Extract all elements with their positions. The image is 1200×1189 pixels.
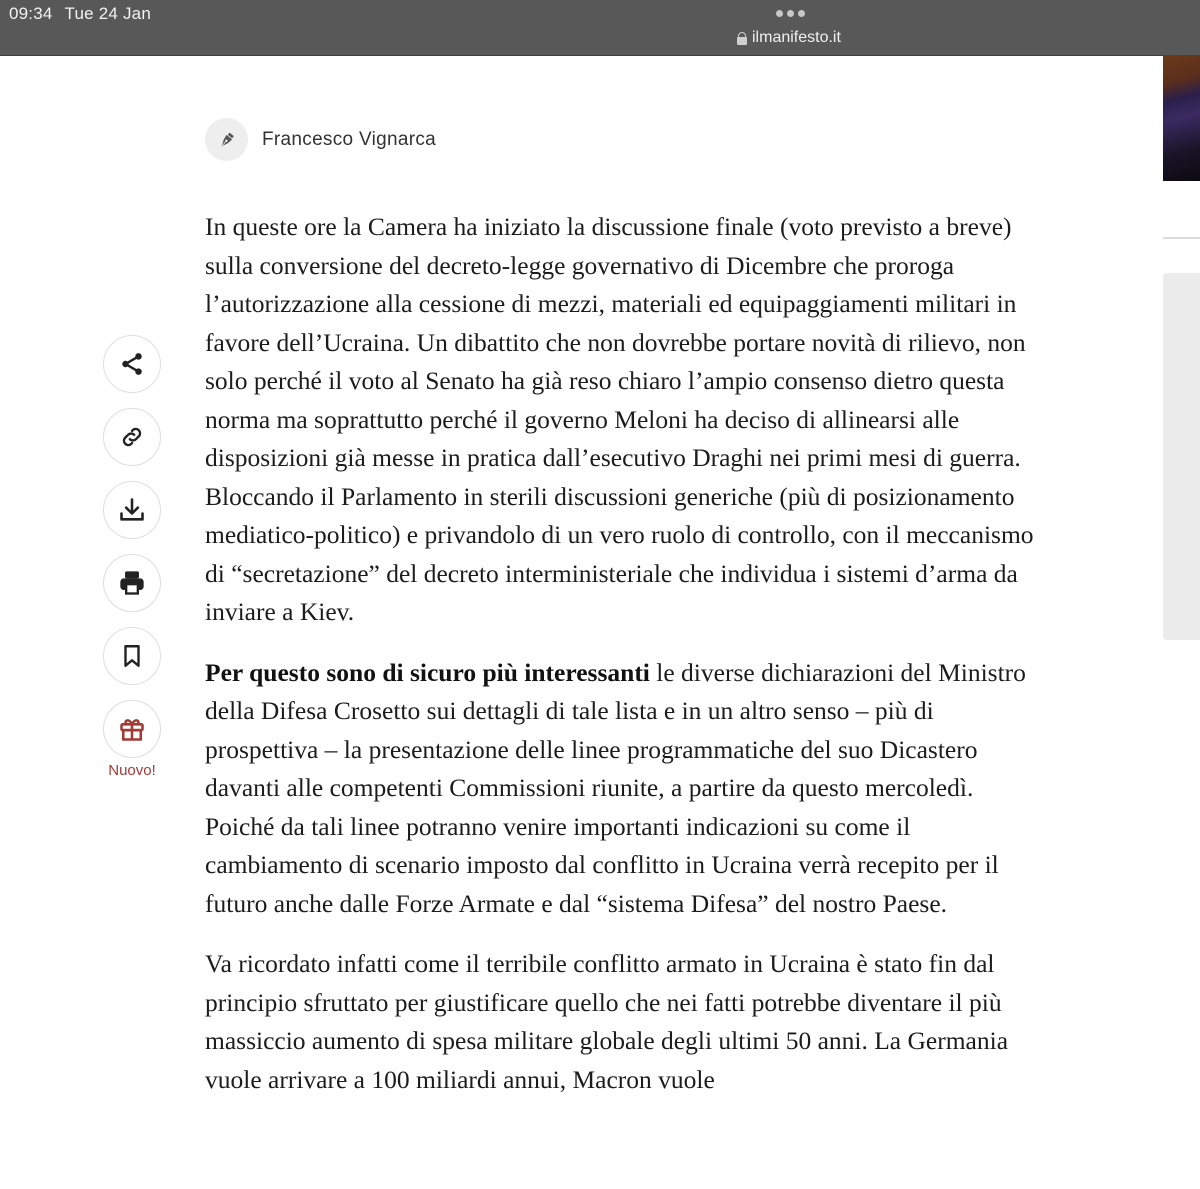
print-button[interactable] [103,554,161,612]
bookmark-button[interactable] [103,627,161,685]
download-button[interactable] [103,481,161,539]
pen-nib-icon [205,118,248,161]
article-paragraph-text: le diverse dichiarazioni del Ministro della Difesa Crosetto sui dettagli di tale lista e in un altro senso – più di prospettiva – la presentazione delle linee programmatiche del suo Dicastero davanti alle competenti Commissioni riunite, a partire da questo mercoledì. Poiché da tali linee potranno venire importanti indicazioni su come il cambiamento di scenario imposto dal conflitto in Ucraina verrà recepito per il futuro anche dalle Forze Armate e dal “sistema Difesa” del nostro Paese. [205,657,1026,918]
gift-new-label: Nuovo! [108,762,156,779]
sidebar-image[interactable] [1163,55,1200,181]
status-date: Tue 24 Jan [64,4,151,23]
download-icon [118,496,146,524]
article-paragraph: In queste ore la Camera ha iniziato la discussione finale (voto previsto a breve) sulla conversione del decreto-legge governativo di Dicembre che proroga l’autorizzazione alla cessione di mezzi, materiali ed equipaggiamenti militari in favore dell’Ucraina. Un dibattito che non dovrebbe portare novità di rilievo, non solo perché il voto al Senato ha già reso chiaro l’ampio consenso dietro questa norma ma soprattutto perché il governo Meloni ha deciso di allinearsi alle disposizioni già messe in pratica dall’esecutivo Draghi nei primi mesi di guerra. Bloccando il Parlamento in sterili discussioni generiche (più di posizionamento mediatico-politico) e privandolo di un vero ruolo di controllo, con il meccanismo di “secretazione” del decreto interministeriale che individua i sistemi d’arma da inviare a Kiev. [205,212,1034,626]
status-time-date [9,4,163,24]
link-icon [119,424,145,450]
address-bar[interactable] [737,29,841,47]
article-paragraph: Va ricordato infatti come il terribile conflitto armato in Ucraina è stato fin dal principio sfruttato per giustificare quello che nei fatti potrebbe diventare il più massiccio aumento di spesa militare globale degli ultimi 50 anni. La Germania vuole arrivare a 100 miliardi annui, Macron vuole [205,949,1009,1094]
author-name[interactable]: Francesco Vignarca [262,128,437,150]
gift-icon [118,715,146,743]
share-button[interactable] [103,335,161,393]
article-body [205,208,1035,1099]
url-text: ilmanifesto.it [752,29,841,46]
lock-icon [737,32,747,45]
article-lead-bold: Per questo sono di sicuro più interessanti [205,657,650,687]
gift-button[interactable] [103,700,161,758]
author-byline[interactable] [205,118,436,161]
bookmark-icon [119,643,145,669]
printer-icon [118,569,146,597]
status-time: 09:34 [9,4,53,23]
article-toolbar [103,335,161,779]
sidebar-divider [1163,237,1200,239]
status-bar [0,0,1200,56]
sidebar-card[interactable] [1163,273,1200,640]
article-paragraph [205,654,1035,924]
copy-link-button[interactable] [103,408,161,466]
share-icon [119,351,145,377]
more-dots-icon[interactable] [776,10,805,17]
